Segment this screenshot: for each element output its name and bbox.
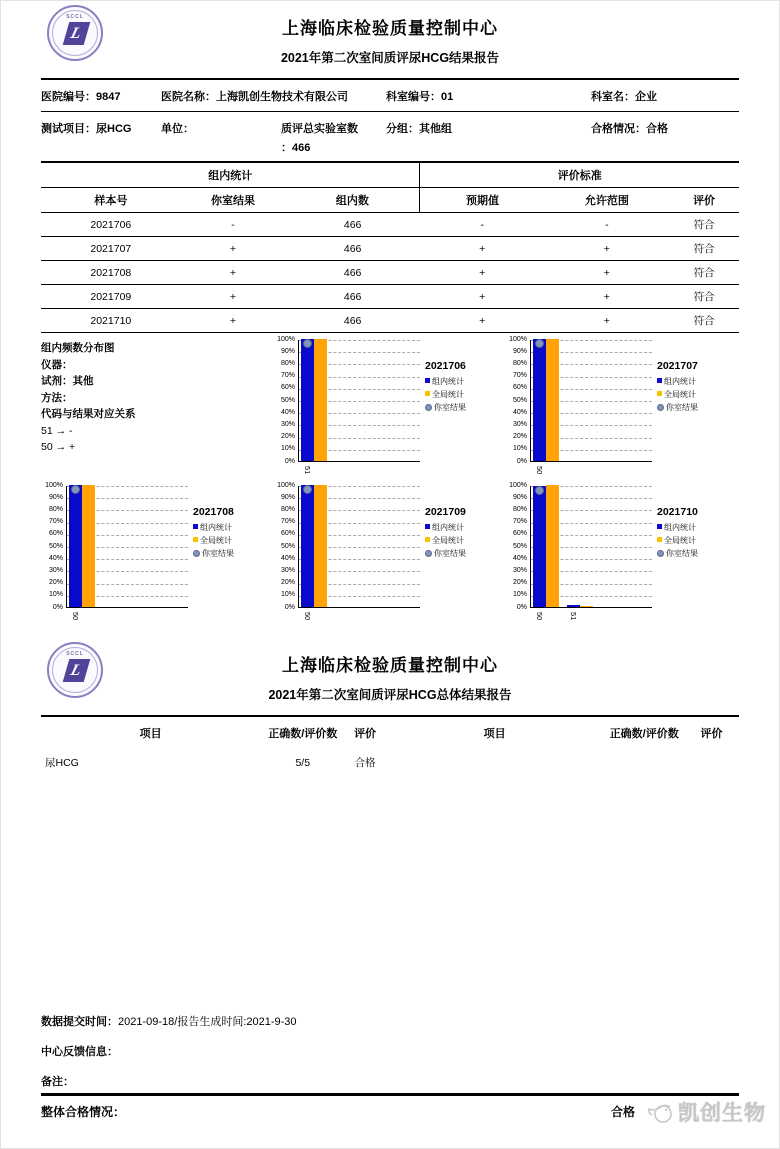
y-axis-tick-label: 60% [48, 530, 63, 538]
y-axis-tick-label: 0% [52, 603, 63, 611]
legend-item: 全局统计 [425, 388, 505, 401]
table-cell: 2021706 [41, 213, 181, 237]
y-axis-tick-label: 80% [512, 359, 527, 367]
code-map-line: 51 → - [41, 424, 73, 437]
report2-title: 上海临床检验质量控制中心 [282, 656, 498, 675]
info-row-1 [41, 80, 739, 112]
chart-notes-title: 组内频数分布图 [41, 342, 115, 354]
column-header: 项目 [139, 728, 162, 740]
y-axis-tick-label: 0% [516, 603, 527, 611]
y-axis-tick-label: 20% [48, 579, 63, 587]
report2-section [41, 638, 739, 778]
y-axis-tick-label: 50% [512, 542, 527, 550]
legend-item: 全局统计 [193, 534, 273, 547]
y-axis-tick-label: 70% [280, 518, 295, 526]
bar-global-stat [314, 485, 327, 607]
y-axis-tick-label: 10% [280, 445, 295, 453]
y-axis-tick-label: 90% [280, 493, 295, 501]
chart-legend [657, 360, 737, 414]
table-cell: 5/5 [295, 756, 311, 769]
info-value: 尿HCG [96, 123, 132, 135]
column-header: 评价 [700, 728, 723, 740]
info-value: 合格 [646, 123, 668, 135]
legend-marker-icon [425, 404, 432, 411]
table-row [41, 747, 739, 778]
bar-global-stat [314, 339, 327, 461]
legend-item: 全局统计 [425, 534, 505, 547]
legend-item: 全局统计 [657, 534, 737, 547]
table-cell: 尿HCG [45, 757, 79, 769]
y-axis-tick-label: 30% [48, 566, 63, 574]
bar-group-51 [301, 339, 327, 461]
info-field [41, 88, 161, 104]
table-cell: + [545, 237, 670, 261]
y-axis-tick-label: 20% [512, 579, 527, 587]
bar-group-stat [301, 339, 314, 461]
bar-global-stat [546, 339, 559, 461]
bar-global-stat [580, 606, 593, 607]
kaichuang-logo-icon [646, 1097, 678, 1127]
bar-group-stat [69, 485, 82, 607]
y-axis-tick-label: 70% [280, 372, 295, 380]
x-axis-tick-label: 50 [535, 612, 544, 621]
table-cell: + [420, 237, 545, 261]
legend-item: 组内统计 [193, 521, 273, 534]
y-axis-tick-label: 10% [280, 591, 295, 599]
column-header: 评价 [669, 188, 739, 213]
y-axis-tick-label: 80% [280, 359, 295, 367]
y-axis-tick-label: 10% [512, 591, 527, 599]
info-row-2 [41, 112, 739, 159]
plot-area [530, 486, 652, 608]
y-axis-tick-label: 90% [280, 347, 295, 355]
table-cell: 466 [285, 309, 420, 333]
seal-l-mark: L [63, 659, 91, 682]
legend-marker-icon [425, 550, 432, 557]
table-cell: 2021707 [41, 237, 181, 261]
kaichuang-watermark [646, 1097, 766, 1127]
y-axis-tick-label: 20% [512, 433, 527, 441]
column-header: 正确数/评价数 [609, 728, 679, 740]
info-field [41, 120, 161, 155]
y-axis-tick-label: 40% [280, 408, 295, 416]
legend-marker-icon [193, 537, 198, 542]
group-header: 评价标准 [420, 162, 739, 188]
y-axis-tick-label: 90% [512, 493, 527, 501]
column-header: 评价 [354, 728, 377, 740]
bar-global-stat [546, 485, 559, 607]
bar-group-stat [301, 485, 314, 607]
info-label: 单位： [161, 123, 194, 135]
y-axis-tick-label: 50% [48, 542, 63, 550]
legend-marker-icon [657, 391, 662, 396]
table-cell: 符合 [669, 309, 739, 333]
y-axis-tick-label: 50% [512, 396, 527, 404]
y-axis-tick-label: 20% [280, 433, 295, 441]
column-header: 组内数 [285, 188, 420, 213]
bar-global-stat [82, 485, 95, 607]
chart-sample-title: 2021706 [425, 360, 466, 372]
legend-item: 你室结果 [425, 547, 505, 560]
feedback-line [41, 1043, 739, 1059]
y-axis-tick-label: 100% [277, 481, 295, 489]
bar-group-50 [533, 485, 559, 607]
y-axis-tick-label: 60% [280, 384, 295, 392]
column-header: 正确数/评价数 [268, 728, 338, 740]
chart-sample-title: 2021707 [657, 360, 698, 372]
legend-item: 你室结果 [193, 547, 273, 560]
legend-marker-icon [425, 391, 430, 396]
plot-area [530, 340, 652, 462]
table-row [41, 213, 739, 237]
watermark-text: 凯创生物 [678, 1102, 766, 1125]
frequency-chart-2021708 [41, 482, 273, 628]
table-cell: - [545, 213, 670, 237]
table-cell: 2021710 [41, 309, 181, 333]
column-header: 样本号 [41, 188, 181, 213]
y-axis-tick-label: 40% [512, 408, 527, 416]
info-value: 上海凯创生物技术有限公司 [216, 91, 348, 103]
code-map-line: 50 → + [41, 441, 76, 453]
legend-item: 你室结果 [425, 401, 505, 414]
x-axis-tick-label: 50 [303, 612, 312, 621]
y-axis-tick-label: 0% [284, 603, 295, 611]
sccl-seal-icon [47, 642, 103, 698]
table-row [41, 261, 739, 285]
x-axis-tick-label: 51 [569, 612, 578, 621]
table-cell: 2021709 [41, 285, 181, 309]
legend-marker-icon [425, 378, 430, 383]
table-row [41, 285, 739, 309]
info-label: 医院名称： [161, 91, 216, 103]
report2-subtitle: 2021年第二次室间质评尿HCG总体结果报告 [268, 688, 512, 702]
info-label: 质评总实验室数 [281, 123, 358, 135]
charts-row-bottom [41, 482, 739, 628]
y-axis-tick-label: 80% [280, 505, 295, 513]
table-cell: + [181, 261, 286, 285]
table-cell: 符合 [669, 261, 739, 285]
summary-table [41, 715, 739, 778]
sccl-seal-icon [47, 5, 103, 61]
column-header: 项目 [483, 728, 506, 740]
charts-row-top [41, 336, 739, 482]
legend-item: 全局统计 [657, 388, 737, 401]
info-field [161, 88, 386, 104]
group-header: 组内统计 [41, 162, 420, 188]
info-value: 9847 [96, 91, 121, 103]
report1-subtitle: 2021年第二次室间质评尿HCG结果报告 [280, 51, 500, 65]
table-cell: + [545, 309, 670, 333]
results-table [41, 161, 739, 333]
y-axis-tick-label: 100% [277, 335, 295, 343]
y-axis-tick-label: 30% [512, 420, 527, 428]
legend-marker-icon [657, 524, 662, 529]
y-axis-tick-label: 20% [280, 579, 295, 587]
legend-item: 组内统计 [657, 521, 737, 534]
chart-sample-title: 2021710 [657, 506, 698, 518]
note-label: 备注： [41, 1076, 74, 1088]
y-axis-tick-label: 0% [516, 457, 527, 465]
legend-item: 组内统计 [657, 375, 737, 388]
frequency-charts-section [41, 336, 739, 628]
legend-marker-icon [657, 550, 664, 557]
chart-legend [425, 360, 505, 414]
table-cell: 符合 [669, 285, 739, 309]
method-label: 方法： [41, 391, 73, 404]
report1-header [41, 1, 739, 66]
table-cell: + [181, 309, 286, 333]
info-field [591, 120, 739, 155]
frequency-chart-2021710 [505, 482, 737, 628]
column-header: 允许范围 [545, 188, 670, 213]
chart-sample-title: 2021708 [193, 506, 234, 518]
code-map-title: 代码与结果对应关系 [41, 408, 136, 420]
table-cell: 466 [285, 285, 420, 309]
legend-item: 组内统计 [425, 521, 505, 534]
table-cell: - [181, 213, 286, 237]
column-header: 你室结果 [181, 188, 286, 213]
table-row [41, 237, 739, 261]
chart-sample-title: 2021709 [425, 506, 466, 518]
legend-item: 你室结果 [657, 401, 737, 414]
hospital-info-band [41, 78, 739, 159]
info-value-line2: ：466 [281, 142, 311, 154]
info-label: 科室编号： [386, 91, 441, 103]
y-axis-tick-label: 70% [512, 372, 527, 380]
table-cell: + [181, 285, 286, 309]
table-cell: 466 [285, 213, 420, 237]
reagent-label: 试剂：其他 [41, 375, 94, 387]
y-axis-tick-label: 70% [48, 518, 63, 526]
legend-marker-icon [193, 524, 198, 529]
chart-notes [41, 336, 273, 482]
info-value: 其他组 [419, 123, 452, 135]
bar-group-stat [567, 605, 580, 607]
y-axis-tick-label: 50% [280, 396, 295, 404]
legend-marker-icon [425, 537, 430, 542]
info-value: 01 [441, 91, 454, 103]
info-label: 科室名： [591, 91, 635, 103]
table-cell [604, 747, 684, 778]
table-cell: 符合 [669, 213, 739, 237]
bar-group-51 [567, 605, 593, 607]
seal-l-mark: L [63, 22, 91, 45]
info-label: 合格情况： [591, 123, 646, 135]
table-cell: - [420, 213, 545, 237]
x-axis-tick-label: 51 [303, 466, 312, 475]
y-axis-tick-label: 100% [509, 335, 527, 343]
y-axis-tick-label: 30% [280, 566, 295, 574]
bar-group-50 [69, 485, 95, 607]
y-axis-tick-label: 60% [512, 384, 527, 392]
table-cell: + [420, 261, 545, 285]
y-axis-tick-label: 90% [48, 493, 63, 501]
y-axis-tick-label: 30% [512, 566, 527, 574]
y-axis-tick-label: 10% [512, 445, 527, 453]
submit-time-line [41, 1013, 739, 1029]
bar-group-50 [533, 339, 559, 461]
y-axis-tick-label: 0% [284, 457, 295, 465]
plot-area [298, 486, 420, 608]
y-axis-tick-label: 50% [280, 542, 295, 550]
submit-time-value: 2021-09-18/报告生成时间:2021-9-30 [118, 1016, 297, 1028]
frequency-chart-2021709 [273, 482, 505, 628]
bar-group-stat [533, 339, 546, 461]
y-axis-tick-label: 80% [48, 505, 63, 513]
y-axis-tick-label: 60% [280, 530, 295, 538]
column-header: 预期值 [420, 188, 545, 213]
table-cell: 符合 [669, 237, 739, 261]
table-cell: + [545, 285, 670, 309]
report2-header [41, 638, 739, 703]
legend-marker-icon [657, 537, 662, 542]
table-cell [385, 747, 604, 778]
x-axis-tick-label: 50 [71, 612, 80, 621]
overall-status-label: 整体合格情况： [41, 1105, 126, 1119]
submit-time-label: 数据提交时间： [41, 1016, 118, 1028]
seal-sccl-text: SCCL [66, 14, 84, 20]
legend-marker-icon [193, 550, 200, 557]
y-axis-tick-label: 100% [509, 481, 527, 489]
info-value: 企业 [635, 91, 657, 103]
note-line [41, 1073, 739, 1089]
table-cell [684, 747, 739, 778]
info-field [591, 88, 739, 104]
y-axis-tick-label: 70% [512, 518, 527, 526]
info-field [161, 120, 281, 155]
y-axis-tick-label: 10% [48, 591, 63, 599]
table-cell: 合格 [354, 757, 376, 769]
overall-status-value: 合格 [611, 1105, 636, 1119]
y-axis-tick-label: 40% [48, 554, 63, 562]
feedback-label: 中心反馈信息： [41, 1046, 118, 1058]
frequency-chart-2021707 [505, 336, 737, 482]
frequency-chart-2021706 [273, 336, 505, 482]
table-cell: 466 [285, 237, 420, 261]
legend-item: 你室结果 [657, 547, 737, 560]
table-cell: + [420, 285, 545, 309]
table-cell: + [181, 237, 286, 261]
chart-legend [193, 506, 273, 560]
table-cell: 466 [285, 261, 420, 285]
y-axis-tick-label: 40% [280, 554, 295, 562]
footer-rule [41, 1093, 739, 1096]
instrument-label: 仪器： [41, 358, 73, 371]
y-axis-tick-label: 80% [512, 505, 527, 513]
legend-marker-icon [657, 404, 664, 411]
y-axis-tick-label: 90% [512, 347, 527, 355]
x-axis-tick-label: 50 [535, 466, 544, 475]
legend-marker-icon [657, 378, 662, 383]
seal-sccl-text: SCCL [66, 651, 84, 657]
y-axis-tick-label: 60% [512, 530, 527, 538]
table-row [41, 309, 739, 333]
legend-marker-icon [425, 524, 430, 529]
table-cell: 2021708 [41, 261, 181, 285]
chart-legend [657, 506, 737, 560]
legend-item: 组内统计 [425, 375, 505, 388]
bar-group-50 [301, 485, 327, 607]
info-field [386, 88, 591, 104]
info-field [281, 120, 386, 155]
info-label: 医院编号： [41, 91, 96, 103]
info-label: 分组： [386, 123, 419, 135]
info-label: 测试项目： [41, 123, 96, 135]
y-axis-tick-label: 30% [280, 420, 295, 428]
chart-legend [425, 506, 505, 560]
info-field [386, 120, 591, 155]
plot-area [66, 486, 188, 608]
y-axis-tick-label: 100% [45, 481, 63, 489]
plot-area [298, 340, 420, 462]
table-cell: + [420, 309, 545, 333]
table-cell: + [545, 261, 670, 285]
y-axis-tick-label: 40% [512, 554, 527, 562]
bar-group-stat [533, 486, 546, 607]
report1-title: 上海临床检验质量控制中心 [282, 19, 498, 38]
